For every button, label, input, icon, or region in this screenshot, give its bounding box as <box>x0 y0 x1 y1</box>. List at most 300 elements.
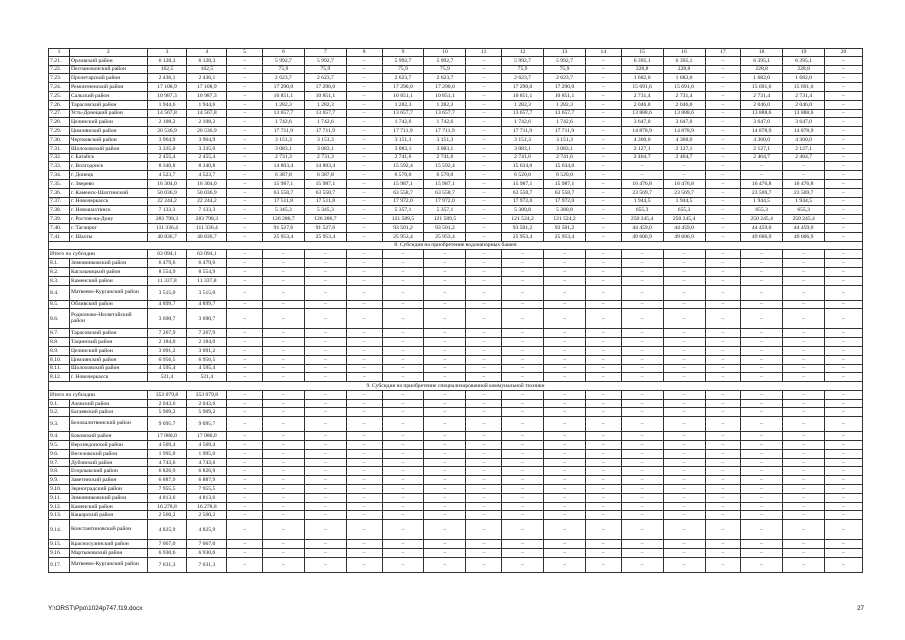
amount-cell: – <box>585 276 621 285</box>
amount-cell: – <box>466 285 502 300</box>
amount-cell: – <box>227 485 263 494</box>
amount-cell: – <box>825 557 863 572</box>
amount-cell: – <box>424 276 466 285</box>
row-number: 8.4. <box>49 285 70 300</box>
amount-cell: – <box>825 91 863 100</box>
amount-cell: 75,9 <box>304 65 346 74</box>
amount-cell: – <box>585 285 621 300</box>
municipality-name: г. Шахты <box>69 232 147 241</box>
amount-cell: – <box>346 188 382 197</box>
amount-cell: 1 282,3 <box>262 100 304 109</box>
amount-cell: – <box>705 153 741 162</box>
amount-cell: – <box>346 197 382 206</box>
amount-cell: – <box>424 449 466 458</box>
amount-cell: – <box>585 364 621 373</box>
row-number: 7.29. <box>49 127 70 136</box>
amount-cell: – <box>825 188 863 197</box>
amount-cell: – <box>262 346 304 355</box>
amount-cell: 17 972,0 <box>382 197 424 206</box>
amount-cell: – <box>705 338 741 347</box>
amount-cell: – <box>304 285 346 300</box>
total-amount-cell: – <box>262 250 304 259</box>
amount-cell: – <box>424 511 466 520</box>
amount-cell: – <box>227 557 263 572</box>
amount-cell: – <box>705 557 741 572</box>
amount-cell: – <box>585 153 621 162</box>
total-amount-cell: – <box>424 250 466 259</box>
amount-cell: – <box>741 493 783 502</box>
amount-cell: – <box>621 502 663 511</box>
amount-cell: 25 953,4 <box>382 232 424 241</box>
row-number: 7.33. <box>49 162 70 171</box>
amount-cell: – <box>585 417 621 432</box>
amount-cell: – <box>382 329 424 338</box>
amount-cell: 655,3 <box>663 206 705 215</box>
amount-cell: 1 682,0 <box>741 74 783 83</box>
total-amount-cell: – <box>825 390 863 399</box>
amount-cell: 4 825,9 <box>187 520 227 540</box>
amount-cell: – <box>663 355 705 364</box>
amount-cell: 17 972,0 <box>502 197 544 206</box>
amount-cell: – <box>825 467 863 476</box>
amount-cell: – <box>825 285 863 300</box>
total-amount-cell: – <box>621 390 663 399</box>
total-label: Итого по субсидии <box>49 250 148 259</box>
amount-cell: – <box>346 338 382 347</box>
amount-cell: – <box>585 162 621 171</box>
amount-cell: – <box>304 511 346 520</box>
amount-cell: – <box>585 476 621 485</box>
amount-cell: 11 337,8 <box>147 276 187 285</box>
amount-cell: – <box>466 329 502 338</box>
amount-cell: – <box>705 476 741 485</box>
amount-cell: – <box>663 511 705 520</box>
amount-cell: – <box>346 259 382 268</box>
municipality-name: Мартыновский район <box>69 549 147 558</box>
municipality-name: Верхнедонской район <box>69 441 147 450</box>
row-number: 7.40. <box>49 223 70 232</box>
municipality-name: Ремонтненский район <box>69 83 147 92</box>
amount-cell: – <box>382 476 424 485</box>
row-number: 9.8. <box>49 467 70 476</box>
amount-cell: – <box>783 267 825 276</box>
amount-cell: – <box>346 162 382 171</box>
total-amount-cell: – <box>304 390 346 399</box>
amount-cell: 22 244,2 <box>187 197 227 206</box>
amount-cell: 93 501,2 <box>424 223 466 232</box>
amount-cell: – <box>382 467 424 476</box>
amount-cell: 10 851,1 <box>304 91 346 100</box>
amount-cell: 63 558,7 <box>262 188 304 197</box>
row-number: 8.12. <box>49 373 70 382</box>
amount-cell: – <box>705 74 741 83</box>
table-row <box>49 118 863 127</box>
amount-cell: 15 691,6 <box>621 83 663 92</box>
amount-cell: – <box>705 56 741 65</box>
amount-cell: – <box>304 549 346 558</box>
amount-cell: – <box>705 144 741 153</box>
amount-cell: – <box>424 441 466 450</box>
amount-cell: – <box>705 432 741 441</box>
amount-cell: – <box>705 399 741 408</box>
amount-cell: 2 731,4 <box>783 91 825 100</box>
municipality-name: Целинский район <box>69 118 147 127</box>
amount-cell: – <box>346 467 382 476</box>
amount-cell: – <box>227 441 263 450</box>
amount-cell: 50 036,9 <box>187 188 227 197</box>
amount-cell: – <box>585 441 621 450</box>
amount-cell: – <box>663 432 705 441</box>
amount-cell: – <box>424 346 466 355</box>
amount-cell: – <box>825 56 863 65</box>
amount-cell: – <box>705 65 741 74</box>
amount-cell: – <box>825 502 863 511</box>
amount-cell: 3 151,3 <box>304 135 346 144</box>
amount-cell: – <box>783 259 825 268</box>
amount-cell: – <box>585 223 621 232</box>
amount-cell: 655,3 <box>741 206 783 215</box>
amount-cell: – <box>382 267 424 276</box>
table-row <box>49 127 863 136</box>
amount-cell: – <box>544 408 586 417</box>
municipality-name: Тарасовский район <box>69 100 147 109</box>
amount-cell: 14 567,8 <box>147 109 187 118</box>
amount-cell: 121 524,2 <box>544 215 586 224</box>
amount-cell: – <box>825 118 863 127</box>
amount-cell: 2 046,0 <box>663 100 705 109</box>
amount-cell: – <box>227 232 263 241</box>
amount-cell: – <box>502 441 544 450</box>
amount-cell: 2 741,6 <box>544 153 586 162</box>
column-number-header <box>49 49 863 57</box>
amount-cell: 15 691,6 <box>741 83 783 92</box>
amount-cell: – <box>466 179 502 188</box>
amount-cell: – <box>621 267 663 276</box>
amount-cell: – <box>346 65 382 74</box>
amount-cell: – <box>382 441 424 450</box>
amount-cell: – <box>663 441 705 450</box>
amount-cell: 3 151,3 <box>262 135 304 144</box>
municipality-name: Каменский район <box>69 276 147 285</box>
amount-cell: – <box>621 259 663 268</box>
amount-cell: – <box>825 364 863 373</box>
amount-cell: – <box>783 540 825 549</box>
amount-cell: – <box>304 300 346 309</box>
amount-cell: 1 742,6 <box>424 118 466 127</box>
amount-cell: 228,8 <box>783 65 825 74</box>
amount-cell: – <box>227 118 263 127</box>
amount-cell: – <box>544 520 586 540</box>
amount-cell: – <box>585 502 621 511</box>
amount-cell: – <box>227 458 263 467</box>
amount-cell: 15 987,1 <box>262 179 304 188</box>
amount-cell: – <box>663 540 705 549</box>
amount-cell: 49 606,9 <box>783 232 825 241</box>
amount-cell: – <box>663 346 705 355</box>
amount-cell: – <box>663 162 705 171</box>
amount-cell: – <box>544 557 586 572</box>
amount-cell: – <box>424 355 466 364</box>
amount-cell: – <box>585 449 621 458</box>
total-amount-cell: – <box>304 250 346 259</box>
amount-cell: – <box>262 355 304 364</box>
section-title: 9. Субсидия на приобретение специализированной коммунальной техники <box>49 382 863 391</box>
amount-cell: – <box>663 267 705 276</box>
amount-cell: 1 995,0 <box>187 449 227 458</box>
amount-cell: – <box>304 557 346 572</box>
amount-cell: – <box>262 485 304 494</box>
amount-cell: – <box>382 259 424 268</box>
amount-cell: – <box>502 511 544 520</box>
amount-cell: 10 987,3 <box>147 91 187 100</box>
amount-cell: – <box>227 100 263 109</box>
amount-cell: 16 278,8 <box>187 502 227 511</box>
amount-cell: – <box>262 493 304 502</box>
amount-cell: – <box>262 364 304 373</box>
amount-cell: – <box>466 540 502 549</box>
amount-cell: 1 682,0 <box>621 74 663 83</box>
amount-cell: – <box>346 232 382 241</box>
amount-cell: – <box>346 223 382 232</box>
amount-cell: – <box>424 520 466 540</box>
amount-cell: – <box>741 373 783 382</box>
amount-cell: 17 972,0 <box>424 197 466 206</box>
amount-cell: – <box>621 485 663 494</box>
amount-cell: – <box>382 417 424 432</box>
column-number: 5 <box>227 49 263 57</box>
amount-cell: – <box>466 309 502 329</box>
amount-cell: – <box>621 346 663 355</box>
amount-cell: – <box>346 309 382 329</box>
amount-cell: – <box>502 355 544 364</box>
amount-cell: 1 742,6 <box>502 118 544 127</box>
amount-cell: – <box>227 408 263 417</box>
column-number: 1 <box>49 49 70 57</box>
amount-cell: – <box>663 458 705 467</box>
amount-cell: – <box>825 417 863 432</box>
amount-cell: – <box>825 373 863 382</box>
amount-cell: 6 479,6 <box>187 259 227 268</box>
amount-cell: 49 606,9 <box>621 232 663 241</box>
amount-cell: 15 592,4 <box>382 162 424 171</box>
amount-cell: 6 570,0 <box>382 171 424 180</box>
row-number: 9.12. <box>49 502 70 511</box>
amount-cell: – <box>304 329 346 338</box>
amount-cell: – <box>663 276 705 285</box>
municipality-name: г. Батайск <box>69 153 147 162</box>
total-amount-cell: – <box>741 250 783 259</box>
amount-cell: – <box>466 467 502 476</box>
amount-cell: – <box>466 74 502 83</box>
amount-cell: – <box>621 476 663 485</box>
amount-cell: – <box>227 223 263 232</box>
amount-cell: 40 836,7 <box>147 232 187 241</box>
amount-cell: – <box>346 206 382 215</box>
row-number: 7.25. <box>49 91 70 100</box>
amount-cell: 121 524,2 <box>502 215 544 224</box>
amount-cell: 2 560,2 <box>187 511 227 520</box>
amount-cell: – <box>346 276 382 285</box>
amount-cell: – <box>783 162 825 171</box>
amount-cell: – <box>346 432 382 441</box>
amount-cell: 3 083,1 <box>304 144 346 153</box>
amount-cell: – <box>382 276 424 285</box>
section-title-row <box>49 241 863 250</box>
amount-cell: – <box>544 338 586 347</box>
amount-cell: – <box>346 135 382 144</box>
amount-cell: 17 290,0 <box>304 83 346 92</box>
amount-cell: 3 515,0 <box>187 285 227 300</box>
amount-cell: – <box>825 476 863 485</box>
amount-cell: 2 623,7 <box>544 74 586 83</box>
amount-cell: – <box>227 432 263 441</box>
amount-cell: 15 691,6 <box>663 83 705 92</box>
amount-cell: 2 108,2 <box>187 118 227 127</box>
amount-cell: – <box>304 346 346 355</box>
row-number: 7.21. <box>49 56 70 65</box>
table-row <box>49 109 863 118</box>
amount-cell: – <box>466 399 502 408</box>
amount-cell: 17 711,9 <box>502 127 544 136</box>
municipality-name: Азовский район <box>69 399 147 408</box>
amount-cell: – <box>585 100 621 109</box>
amount-cell: – <box>544 355 586 364</box>
amount-cell: – <box>783 300 825 309</box>
amount-cell: 3 647,0 <box>621 118 663 127</box>
municipality-name: Зерноградский район <box>69 485 147 494</box>
row-number: 8.3. <box>49 276 70 285</box>
table-row <box>49 329 863 338</box>
amount-cell: – <box>741 476 783 485</box>
amount-cell: 2 127,1 <box>741 144 783 153</box>
amount-cell: 4 899,7 <box>187 300 227 309</box>
amount-cell: 3 083,1 <box>262 144 304 153</box>
amount-cell: 2 623,7 <box>424 74 466 83</box>
amount-cell: – <box>502 276 544 285</box>
amount-cell: – <box>585 300 621 309</box>
amount-cell: 17 290,0 <box>262 83 304 92</box>
amount-cell: – <box>382 364 424 373</box>
amount-cell: 10 851,1 <box>424 91 466 100</box>
amount-cell: 1 944,5 <box>741 197 783 206</box>
amount-cell: – <box>783 309 825 329</box>
amount-cell: 9 095,7 <box>147 417 187 432</box>
amount-cell: 121 589,5 <box>382 215 424 224</box>
amount-cell: 6 956,5 <box>147 355 187 364</box>
amount-cell: 6 570,0 <box>424 171 466 180</box>
amount-cell: – <box>227 171 263 180</box>
row-number: 9.3. <box>49 417 70 432</box>
amount-cell: – <box>705 135 741 144</box>
amount-cell: – <box>227 364 263 373</box>
amount-cell: 6 395,1 <box>621 56 663 65</box>
total-amount-cell: – <box>825 250 863 259</box>
amount-cell: 4 569,4 <box>187 441 227 450</box>
amount-cell: – <box>424 485 466 494</box>
amount-cell: 16 304,0 <box>147 179 187 188</box>
amount-cell: 20 536,9 <box>187 127 227 136</box>
amount-cell: – <box>585 259 621 268</box>
amount-cell: 3 151,3 <box>424 135 466 144</box>
amount-cell: – <box>424 329 466 338</box>
row-number: 9.9. <box>49 476 70 485</box>
amount-cell: – <box>424 267 466 276</box>
amount-cell: – <box>783 364 825 373</box>
amount-cell: – <box>663 338 705 347</box>
total-amount-cell: 63 094,1 <box>187 250 227 259</box>
municipality-name: г. Каменск-Шахтинский <box>69 188 147 197</box>
amount-cell: – <box>382 300 424 309</box>
amount-cell: – <box>262 458 304 467</box>
amount-cell: – <box>825 540 863 549</box>
amount-cell: 7 955,5 <box>147 485 187 494</box>
amount-cell: – <box>585 179 621 188</box>
amount-cell: 6 520,0 <box>544 171 586 180</box>
row-number: 7.22. <box>49 65 70 74</box>
amount-cell: 3 151,3 <box>544 135 586 144</box>
amount-cell: – <box>585 215 621 224</box>
amount-cell: – <box>621 549 663 558</box>
amount-cell: – <box>227 346 263 355</box>
amount-cell: 17 290,0 <box>424 83 466 92</box>
amount-cell: 14 803,4 <box>262 162 304 171</box>
amount-cell: – <box>705 364 741 373</box>
amount-cell: 75,9 <box>544 65 586 74</box>
amount-cell: – <box>502 485 544 494</box>
amount-cell: 7 955,5 <box>187 485 227 494</box>
amount-cell: – <box>304 408 346 417</box>
amount-cell: 16 476,8 <box>663 179 705 188</box>
amount-cell: 655,3 <box>621 206 663 215</box>
amount-cell: – <box>705 373 741 382</box>
amount-cell: – <box>705 91 741 100</box>
row-number: 7.36. <box>49 188 70 197</box>
amount-cell: – <box>585 557 621 572</box>
amount-cell: – <box>741 511 783 520</box>
amount-cell: – <box>621 458 663 467</box>
amount-cell: – <box>705 300 741 309</box>
amount-cell: – <box>466 373 502 382</box>
table-row <box>49 493 863 502</box>
amount-cell: – <box>705 276 741 285</box>
column-number: 4 <box>187 49 227 57</box>
row-number: 7.31. <box>49 144 70 153</box>
amount-cell: 44 459,0 <box>621 223 663 232</box>
municipality-name: Песчанокопский район <box>69 65 147 74</box>
amount-cell: – <box>663 449 705 458</box>
amount-cell: – <box>825 144 863 153</box>
amount-cell: 6 520,0 <box>502 171 544 180</box>
amount-cell: 3 091,2 <box>187 346 227 355</box>
amount-cell: – <box>502 476 544 485</box>
amount-cell: – <box>663 520 705 540</box>
municipality-name: Каменский район <box>69 502 147 511</box>
amount-cell: – <box>502 338 544 347</box>
amount-cell: – <box>227 549 263 558</box>
amount-cell: 17 108,9 <box>147 83 187 92</box>
amount-cell: – <box>424 502 466 511</box>
amount-cell: 2 455,4 <box>147 153 187 162</box>
amount-cell: – <box>382 493 424 502</box>
amount-cell: – <box>466 153 502 162</box>
amount-cell: – <box>544 399 586 408</box>
amount-cell: – <box>741 557 783 572</box>
amount-cell: 17 972,0 <box>544 197 586 206</box>
amount-cell: 1 282,3 <box>382 100 424 109</box>
amount-cell: 111 336,4 <box>147 223 187 232</box>
document-path: Y:\ORST\Ppo\1024p747.f19.docx <box>48 605 143 612</box>
amount-cell: – <box>741 346 783 355</box>
